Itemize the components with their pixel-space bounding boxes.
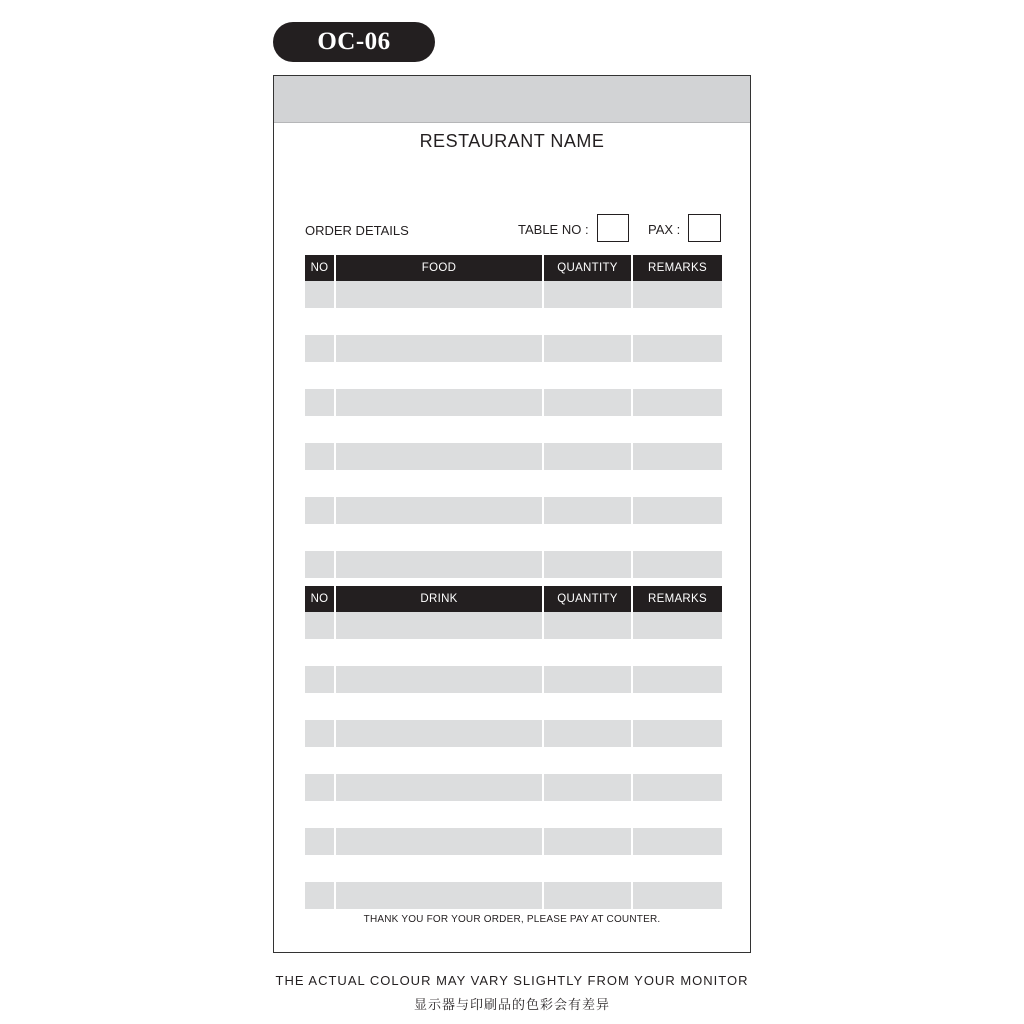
header-food: FOOD [421, 262, 457, 274]
cell-item [336, 612, 542, 639]
cell-item [336, 551, 542, 578]
table-row [305, 855, 722, 882]
cell-no [305, 828, 334, 855]
cell-remarks [633, 612, 722, 639]
cell-quantity [544, 774, 631, 801]
table-row [305, 612, 722, 639]
table-row [305, 774, 722, 801]
table-row [305, 524, 722, 551]
table-row [305, 281, 722, 308]
header-remarks: REMARKS [648, 262, 707, 274]
header-drink: DRINK [420, 593, 458, 605]
table-no-label: TABLE NO : [518, 222, 589, 237]
cell-item [336, 389, 542, 416]
cell-no [305, 882, 334, 909]
table-row [305, 639, 722, 666]
table-row [305, 747, 722, 774]
table-row [305, 882, 722, 909]
cell-item [336, 335, 542, 362]
cell-remarks [633, 551, 722, 578]
cell-item [336, 774, 542, 801]
footer-thanks-text: THANK YOU FOR YOUR ORDER, PLEASE PAY AT COUNTER. [363, 914, 661, 925]
top-color-band [274, 76, 750, 123]
cell-no [305, 443, 334, 470]
cell-item [336, 882, 542, 909]
order-chit-sheet [273, 75, 751, 953]
cell-quantity [544, 389, 631, 416]
order-details-label: ORDER DETAILS [305, 223, 409, 238]
header-no: NO [310, 262, 329, 274]
cell-quantity [544, 443, 631, 470]
cell-quantity [544, 551, 631, 578]
table-row [305, 693, 722, 720]
cell-quantity [544, 828, 631, 855]
cell-no [305, 720, 334, 747]
header-quantity: QUANTITY [557, 262, 618, 274]
table-row [305, 470, 722, 497]
cell-item [336, 497, 542, 524]
table-row [305, 308, 722, 335]
cell-remarks [633, 666, 722, 693]
cell-no [305, 774, 334, 801]
table-row [305, 389, 722, 416]
table-row [305, 416, 722, 443]
cell-no [305, 666, 334, 693]
cell-item [336, 720, 542, 747]
header-remarks: REMARKS [648, 593, 707, 605]
cell-item [336, 443, 542, 470]
cell-remarks [633, 389, 722, 416]
drink-table-header [305, 586, 722, 612]
food-order-table [305, 255, 722, 578]
table-row [305, 828, 722, 855]
drink-order-table [305, 586, 722, 909]
cell-quantity [544, 497, 631, 524]
table-row [305, 551, 722, 578]
cell-remarks [633, 774, 722, 801]
cell-remarks [633, 828, 722, 855]
table-row [305, 362, 722, 389]
cell-remarks [633, 443, 722, 470]
table-row [305, 443, 722, 470]
cell-quantity [544, 281, 631, 308]
cell-item [336, 666, 542, 693]
table-row [305, 666, 722, 693]
cell-no [305, 612, 334, 639]
colour-disclaimer-en: THE ACTUAL COLOUR MAY VARY SLIGHTLY FROM YOUR MONITOR [275, 973, 749, 988]
cell-item [336, 828, 542, 855]
drink-table-rows [305, 612, 722, 909]
cell-remarks [633, 335, 722, 362]
cell-remarks [633, 497, 722, 524]
table-row [305, 497, 722, 524]
cell-no [305, 551, 334, 578]
cell-quantity [544, 612, 631, 639]
table-row [305, 335, 722, 362]
cell-no [305, 281, 334, 308]
food-table-rows [305, 281, 722, 578]
header-no: NO [310, 593, 329, 605]
table-row [305, 720, 722, 747]
cell-no [305, 389, 334, 416]
pax-label: PAX : [648, 222, 681, 237]
pax-box [688, 214, 721, 242]
cell-quantity [544, 882, 631, 909]
cell-remarks [633, 281, 722, 308]
cell-remarks [633, 882, 722, 909]
cell-quantity [544, 666, 631, 693]
food-table-header [305, 255, 722, 281]
cell-no [305, 335, 334, 362]
cell-quantity [544, 720, 631, 747]
table-no-box [597, 214, 629, 242]
header-quantity: QUANTITY [557, 593, 618, 605]
restaurant-name: RESTAURANT NAME [419, 131, 605, 151]
cell-item [336, 281, 542, 308]
cell-no [305, 497, 334, 524]
cell-remarks [633, 720, 722, 747]
product-code-badge: OC-06 [273, 22, 435, 62]
colour-disclaimer-zh: 显示器与印刷品的色彩会有差异 [413, 998, 610, 1013]
cell-quantity [544, 335, 631, 362]
table-row [305, 801, 722, 828]
